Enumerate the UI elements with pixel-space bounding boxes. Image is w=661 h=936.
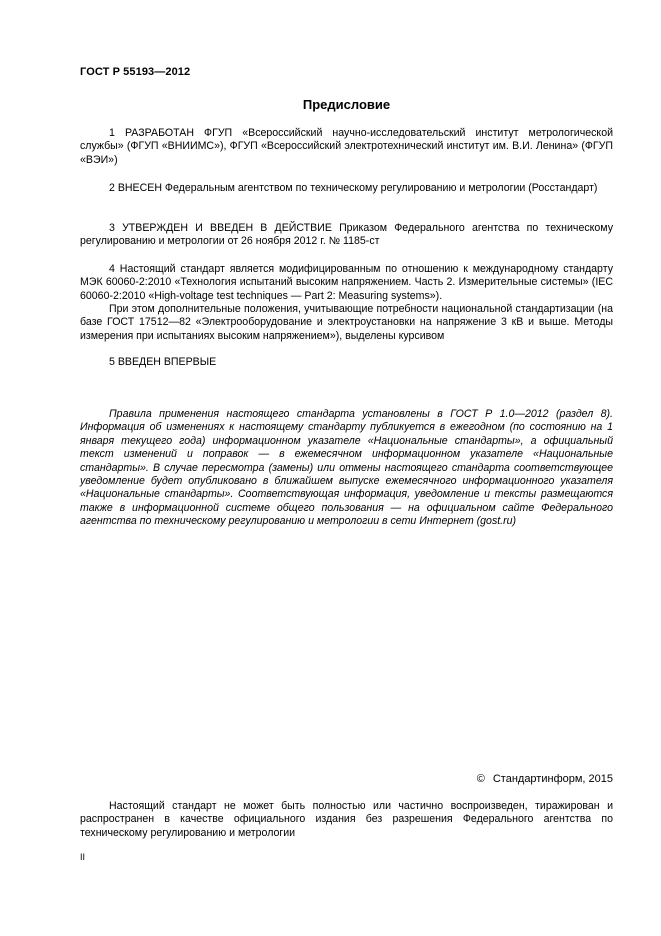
document-id: ГОСТ Р 55193—2012 bbox=[80, 66, 191, 78]
foreword-item-4-note: При этом дополнительные положения, учитывающие потребности национальной стандартизации (на базе ГОСТ 17512—82 «Электрооборудование и электроустановки на напряжение 3 кВ и выше. Методы измерения при испытаниях высоким напряжением»), выделены курсивом bbox=[80, 303, 613, 342]
reproduction-notice: Настоящий стандарт не может быть полностью или частично воспроизведен, тиражирован и распространен в качестве официального издания без разрешения Федерального агентства по техническому регулированию и метрологии bbox=[80, 800, 613, 839]
foreword-item-4: 4 Настоящий стандарт является модифицированным по отношению к международному стандарту МЭК 60060-2:2010 «Технология испытаний высоким напряжением. Часть 2. Измерительные системы» (IEC 60060-2:2010 «High-voltage test techniques — Part 2: Measuring systems»). bbox=[80, 263, 613, 302]
rules-notice: Правила применения настоящего стандарта установлены в ГОСТ Р 1.0—2012 (раздел 8). Информация об изменениях к настоящему стандарту публикуется в ежегодном (по состоянию на 1 января текущего года) информационном указателе «Национальные стандарты», а официальный текст изменений и поправок — в ежемесячном информационном указателе «Национальные стандарты». В случае пересмотра (замены) или отмены настоящего стандарта соответствующее уведомление будет опубликовано в ближайшем выпуске ежемесячного информационного указателя «Национальные стандарты». Соответствующая информация, уведомление и тексты размещаются также в информационной системе общего пользования — на официальном сайте Федерального агентства по техническому регулированию и метрологии в сети Интернет (gost.ru) bbox=[80, 408, 613, 528]
copyright-line bbox=[477, 773, 613, 785]
foreword-item-5: 5 ВВЕДЕН ВПЕРВЫЕ bbox=[109, 356, 217, 368]
foreword-item-1: 1 РАЗРАБОТАН ФГУП «Всероссийский научно-исследовательский институт метрологической службы» (ФГУП «ВНИИМС»), ФГУП «Всероссийский электротехнический институт им. В.И. Ленина» (ФГУП «ВЭИ») bbox=[80, 127, 613, 166]
copyright-icon: © bbox=[476, 773, 485, 785]
foreword-item-3: 3 УТВЕРЖДЕН И ВВЕДЕН В ДЕЙСТВИЕ Приказом Федерального агентства по техническому регулированию и метрологии от 26 ноября 2012 г. № 1185-ст bbox=[80, 222, 613, 248]
page-number: II bbox=[80, 852, 86, 862]
foreword-item-2: 2 ВНЕСЕН Федеральным агентством по техническому регулированию и метрологии (Росстандарт) bbox=[109, 182, 598, 194]
copyright-text: Стандартинформ, 2015 bbox=[492, 773, 613, 785]
foreword-title: Предисловие bbox=[302, 97, 391, 112]
